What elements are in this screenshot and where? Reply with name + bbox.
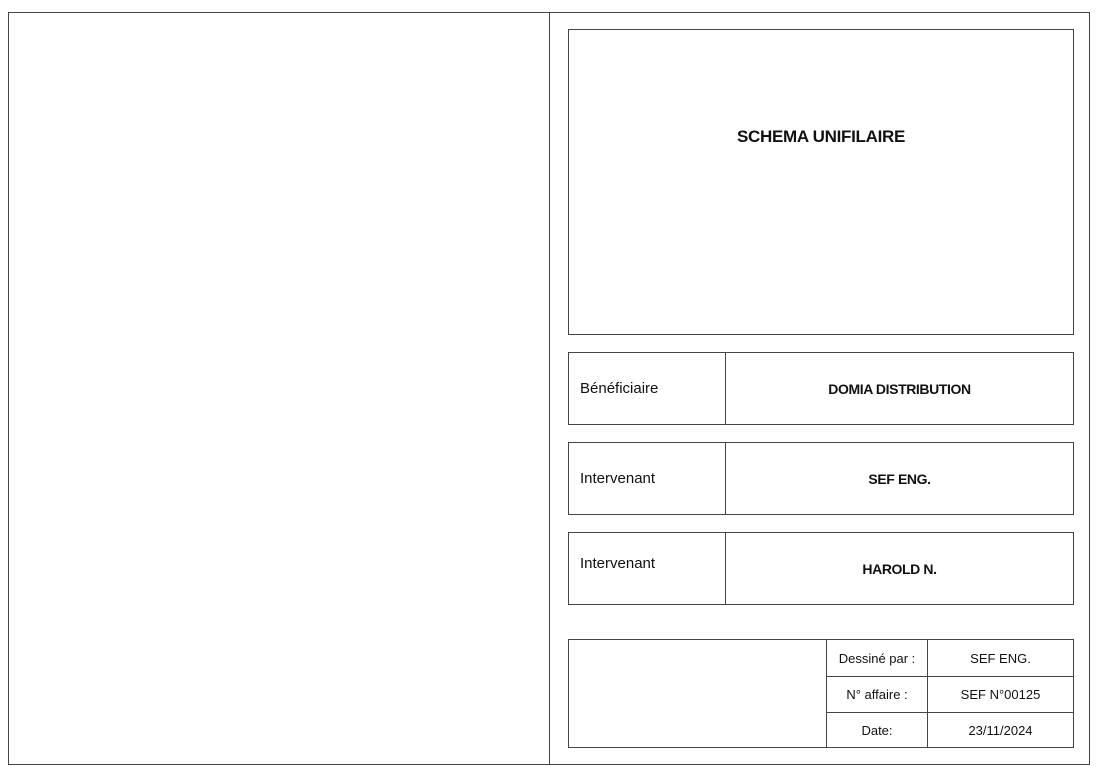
date-value: 23/11/2024 <box>968 722 1033 738</box>
beneficiary-row <box>568 352 1074 425</box>
contractor-label-2: Intervenant <box>580 555 656 572</box>
frame-divider <box>549 12 550 765</box>
cartouche <box>568 639 1074 748</box>
drawn-by-label: Dessiné par : <box>838 650 916 666</box>
beneficiary-value: DOMIA DISTRIBUTION <box>828 380 971 397</box>
contractor-value-1: SEF ENG. <box>868 470 931 487</box>
drawing-title: SCHEMA UNIFILAIRE <box>736 127 906 146</box>
contractor-row-2 <box>568 532 1074 605</box>
affair-number-value: SEF N°00125 <box>960 686 1041 702</box>
contractor-row-1 <box>568 442 1074 515</box>
title-box <box>568 29 1074 335</box>
affair-number-label: N° affaire : <box>846 686 908 702</box>
date-label: Date: <box>861 722 893 738</box>
contractor-label-1: Intervenant <box>580 470 656 487</box>
drawn-by-value: SEF ENG. <box>970 650 1031 666</box>
beneficiary-label: Bénéficiaire <box>580 380 659 397</box>
contractor-value-2: HAROLD N. <box>862 560 937 577</box>
